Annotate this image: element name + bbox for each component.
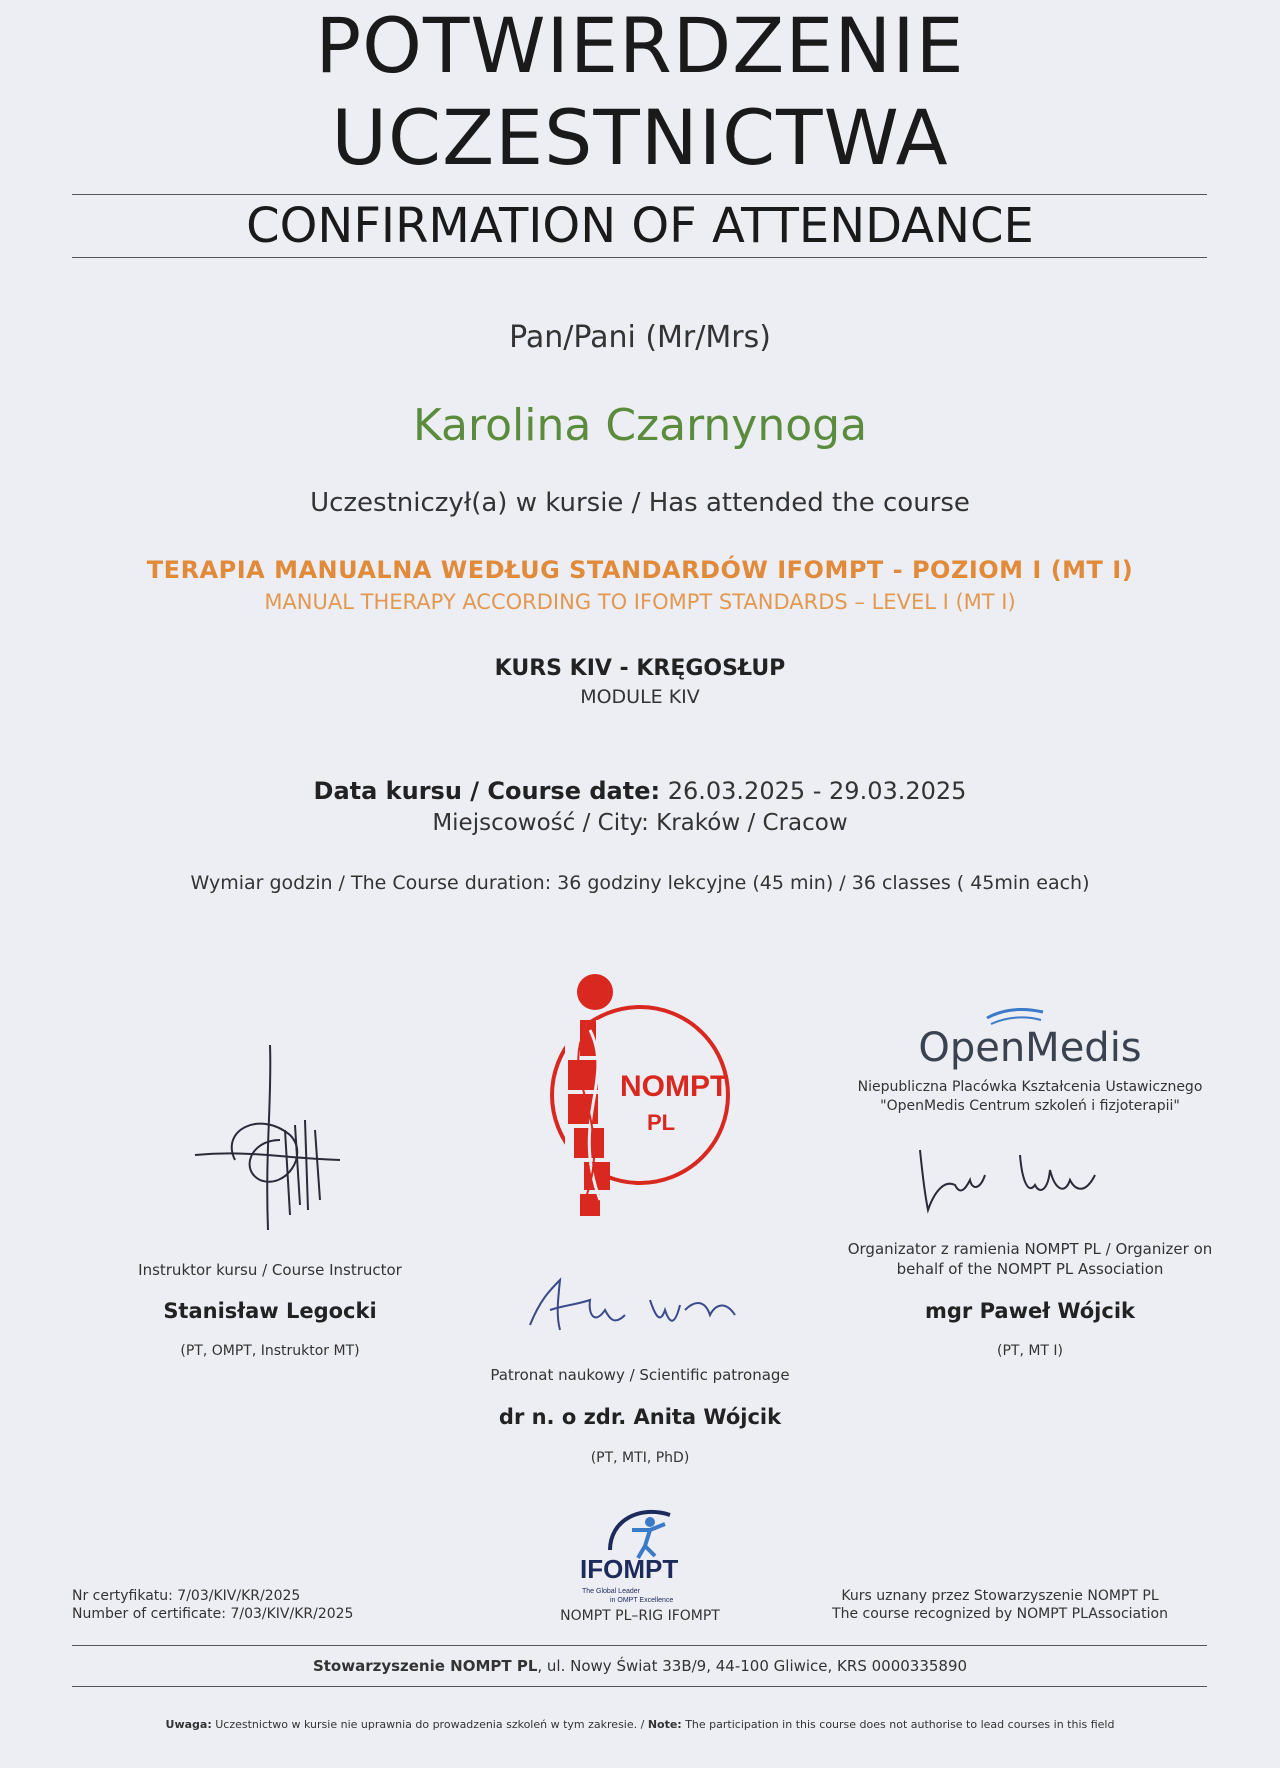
course-city: Miejscowość / City: Kraków / Cracow bbox=[432, 810, 848, 836]
note-label-en: Note: bbox=[647, 1718, 682, 1731]
organizer-role-line1: Organizator z ramienia NOMPT PL / Organizer on bbox=[847, 1240, 1213, 1258]
organizer-name: mgr Paweł Wójcik bbox=[925, 1299, 1135, 1323]
openmedis-logo: OpenMedis bbox=[918, 1025, 1142, 1071]
ifompt-tagline1: The Global Leader bbox=[582, 1588, 640, 1595]
openmedis-swoosh-icon bbox=[985, 1002, 1045, 1026]
module-en: MODULE KIV bbox=[580, 686, 700, 708]
instructor-name: Stanisław Legocki bbox=[163, 1299, 377, 1323]
address-divider-bottom bbox=[72, 1686, 1207, 1687]
patron-name: dr n. o zdr. Anita Wójcik bbox=[498, 1405, 782, 1429]
instructor-role: Instruktor kursu / Course Instructor bbox=[138, 1261, 402, 1279]
openmedis-line1: Niepubliczna Placówka Kształcenia Ustawicznego bbox=[857, 1079, 1203, 1095]
organizer-credentials: (PT, MT I) bbox=[996, 1343, 1064, 1359]
association-address bbox=[0, 1657, 1280, 1675]
note-label-pl: Uwaga: bbox=[165, 1718, 212, 1731]
ifompt-logo-text: IFOMPT bbox=[580, 1554, 679, 1584]
note-text-pl: Uczestnictwo w kursie nie uprawnia do prowadzenia szkoleń w tym zakresie. / bbox=[211, 1718, 648, 1731]
certificate-number-en: Number of certificate: 7/03/KIV/KR/2025 bbox=[72, 1606, 354, 1622]
date-label: Data kursu / Course date: bbox=[313, 777, 661, 805]
patron-credentials: (PT, MTI, PhD) bbox=[590, 1450, 690, 1466]
ifompt-tagline2: in OMPT Excellence bbox=[610, 1597, 674, 1604]
course-title-en: MANUAL THERAPY ACCORDING TO IFOMPT STANDARDS – LEVEL I (MT I) bbox=[264, 590, 1016, 614]
title-en: CONFIRMATION OF ATTENDANCE bbox=[246, 198, 1034, 254]
date-value: 26.03.2025 - 29.03.2025 bbox=[660, 777, 967, 805]
ifompt-logo bbox=[570, 1500, 710, 1610]
patron-role: Patronat naukowy / Scientific patronage bbox=[490, 1366, 790, 1384]
note-text-en: The participation in this course does not authorise to lead courses in this field bbox=[681, 1718, 1115, 1731]
recognition-en: The course recognized by NOMPT PLAssociation bbox=[832, 1606, 1168, 1622]
certificate-number-pl: Nr certyfikatu: 7/03/KIV/KR/2025 bbox=[72, 1588, 301, 1604]
salutation: Pan/Pani (Mr/Mrs) bbox=[509, 320, 771, 355]
nompt-logo bbox=[530, 970, 730, 1230]
title-pl-line2: UCZESTNICTWA bbox=[331, 93, 949, 182]
address-divider-top bbox=[72, 1645, 1207, 1646]
course-duration: Wymiar godzin / The Course duration: 36 godziny lekcyjne (45 min) / 36 classes ( 45min each) bbox=[190, 872, 1090, 894]
participant-name: Karolina Czarnynoga bbox=[412, 400, 868, 451]
address-rest: , ul. Nowy Świat 33B/9, 44-100 Gliwice, KRS 0000335890 bbox=[537, 1657, 968, 1675]
title-pl-line1: POTWIERDZENIE bbox=[315, 1, 965, 90]
nompt-logo-pl: PL bbox=[647, 1110, 676, 1135]
address-bold: Stowarzyszenie NOMPT PL bbox=[312, 1657, 538, 1675]
organizer-role-line2: behalf of the NOMPT PL Association bbox=[896, 1260, 1164, 1278]
instructor-credentials: (PT, OMPT, Instruktor MT) bbox=[180, 1343, 360, 1359]
recognition-pl: Kurs uznany przez Stowarzyszenie NOMPT PL bbox=[841, 1588, 1159, 1604]
nompt-logo-text: NOMPT bbox=[620, 1070, 729, 1103]
instructor-signature bbox=[190, 1040, 350, 1240]
module-pl: KURS KIV - KRĘGOSŁUP bbox=[494, 656, 786, 681]
patron-signature bbox=[520, 1270, 750, 1340]
attended-text: Uczestniczył(a) w kursie / Has attended the course bbox=[310, 488, 970, 518]
organizer-signature bbox=[910, 1140, 1110, 1220]
course-date bbox=[0, 777, 1280, 805]
footer-note bbox=[0, 1718, 1280, 1731]
openmedis-line2: "OpenMedis Centrum szkoleń i fizjoterapii" bbox=[880, 1098, 1180, 1114]
ifompt-caption: NOMPT PL–RIG IFOMPT bbox=[560, 1608, 720, 1624]
course-title-pl: TERAPIA MANUALNA WEDŁUG STANDARDÓW IFOMPT - POZIOM I (MT I) bbox=[146, 556, 1134, 584]
title-divider-bottom bbox=[72, 257, 1207, 258]
